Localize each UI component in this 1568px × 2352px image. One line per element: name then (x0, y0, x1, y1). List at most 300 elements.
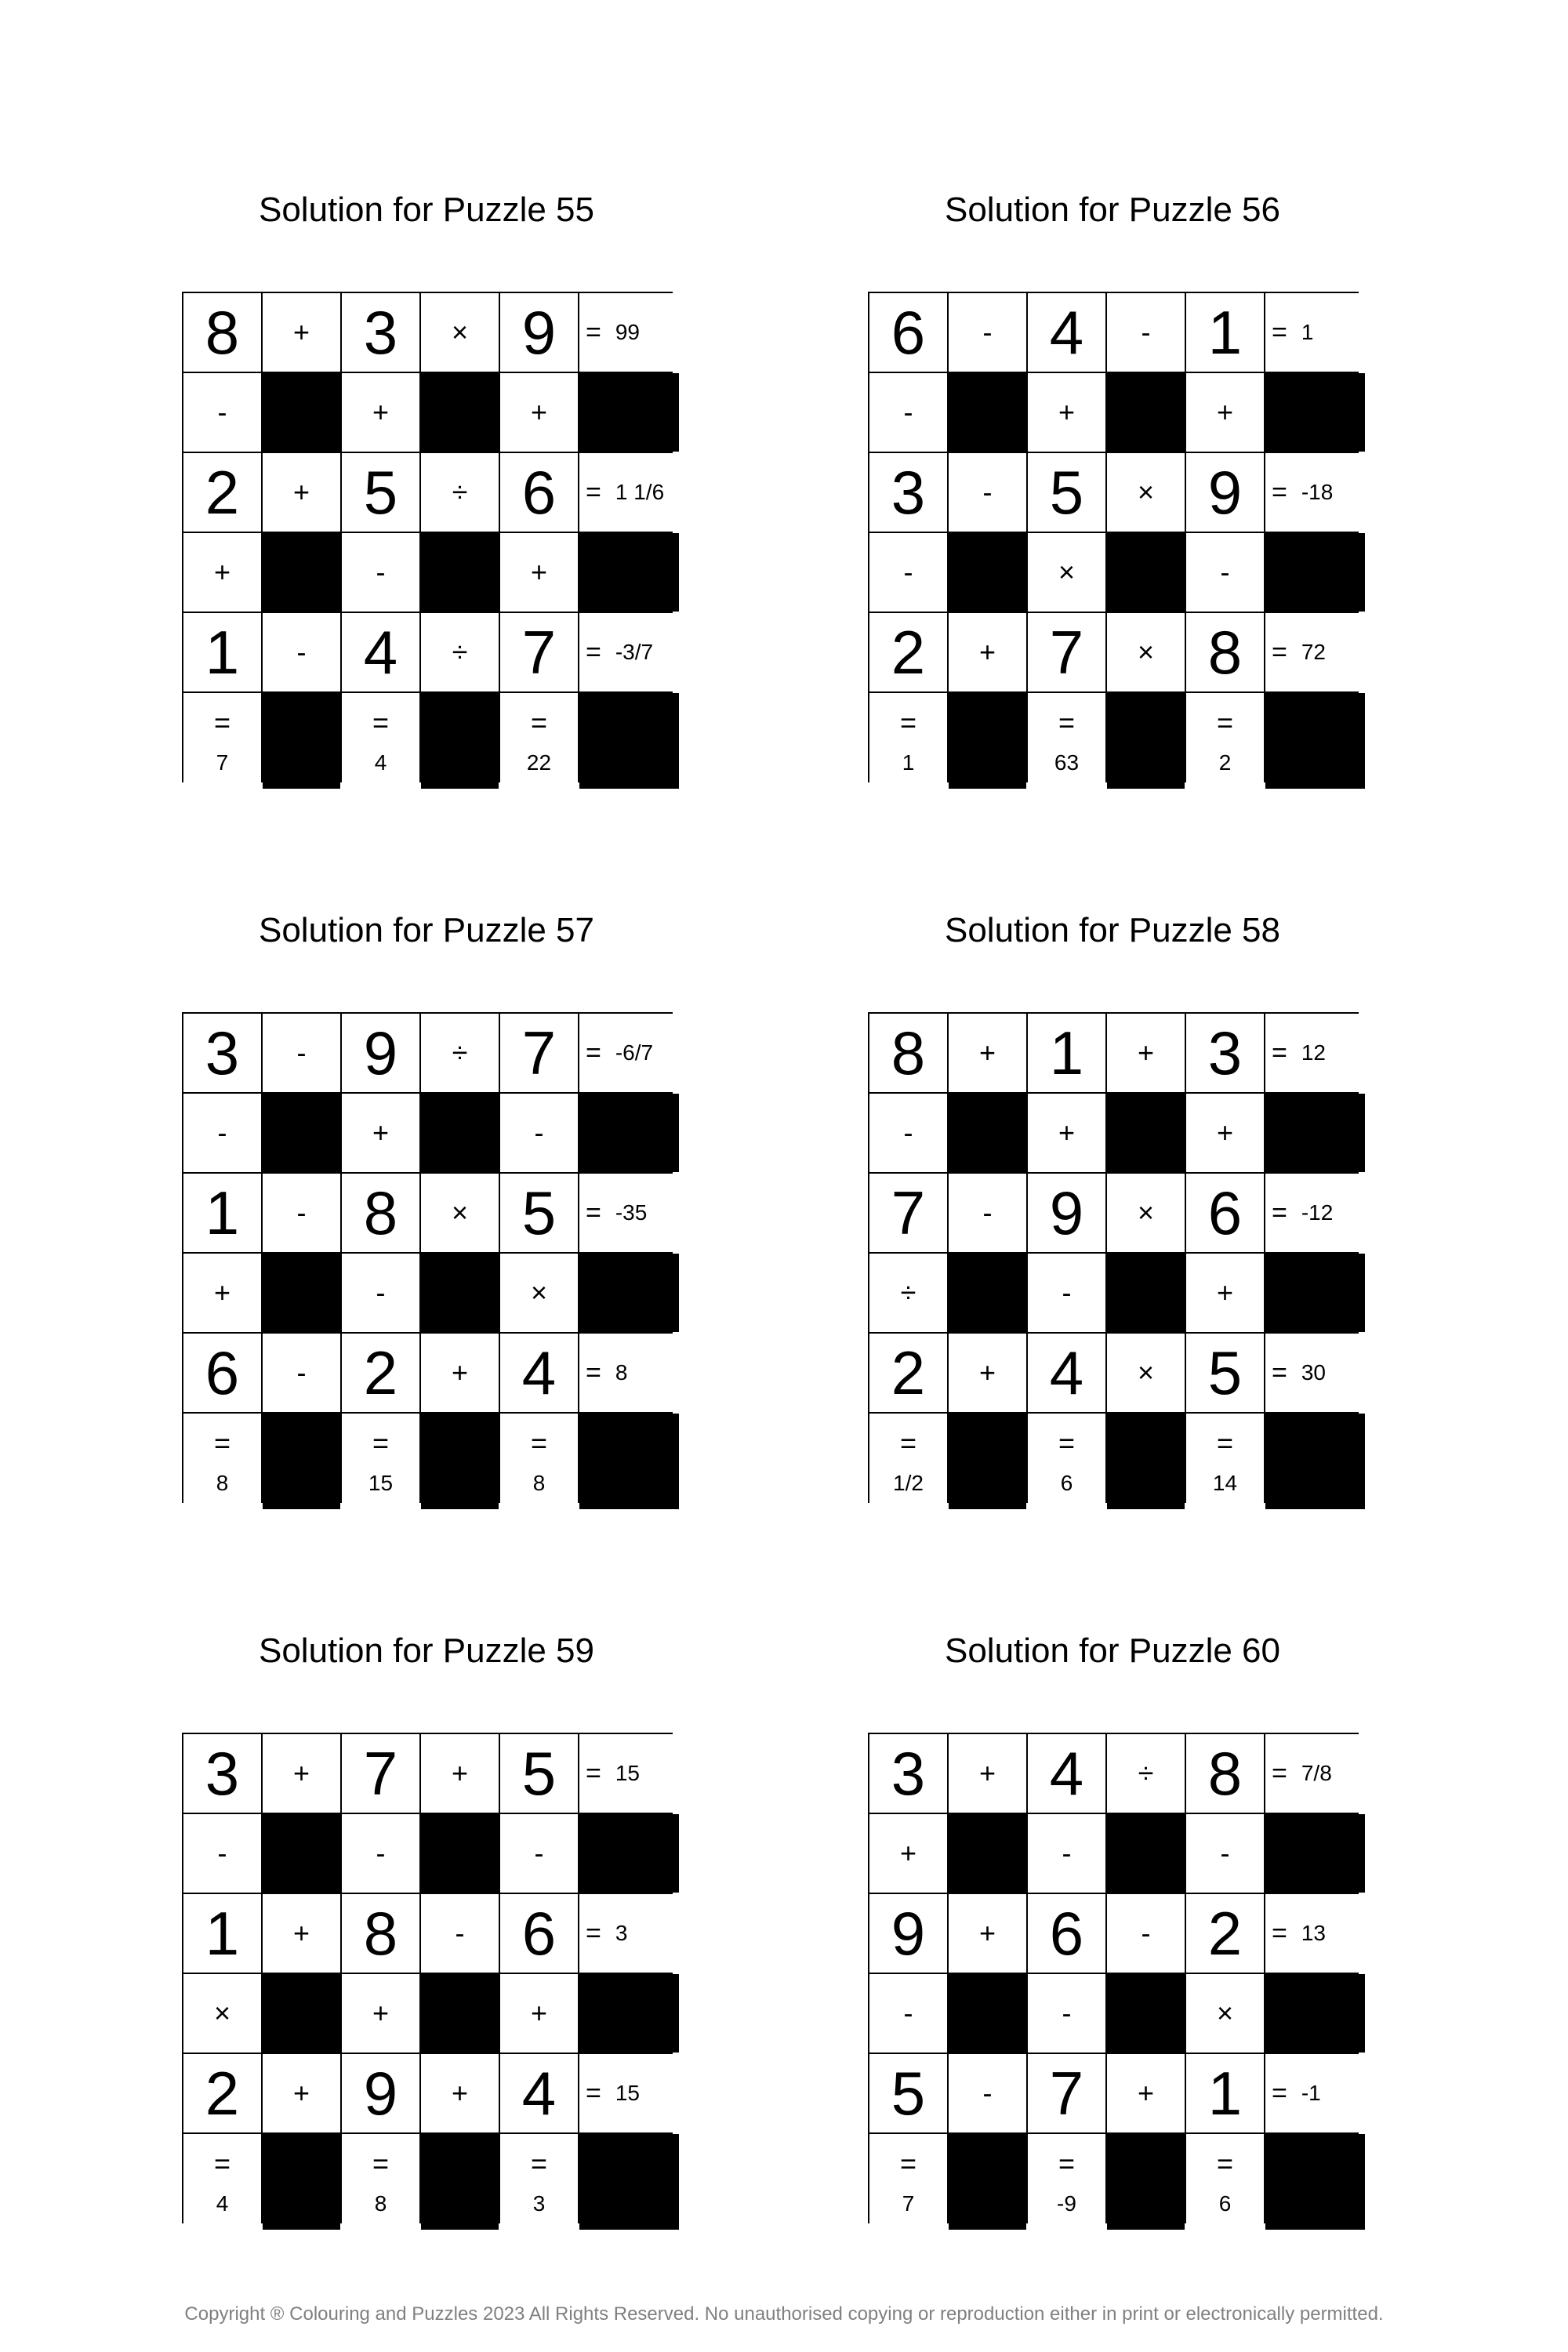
operator-cell: + (263, 1894, 340, 1973)
equals-sign: = (372, 706, 390, 739)
black-cell (421, 1094, 499, 1172)
row-result: -3/7 (615, 640, 654, 664)
number-cell: 7 (500, 613, 578, 691)
row-result: -35 (615, 1200, 648, 1225)
column-result: 7 (216, 750, 229, 775)
number-cell: 9 (1186, 453, 1264, 532)
column-operator-cell: + (869, 1814, 947, 1893)
column-operator-cell: - (183, 1814, 261, 1893)
operator-cell: - (949, 1174, 1026, 1252)
puzzle-grid (868, 1012, 1359, 1503)
black-cell (263, 2134, 340, 2230)
column-operator-cell: - (869, 1094, 947, 1172)
black-cell (1107, 1974, 1185, 2053)
black-cell (579, 1974, 679, 2053)
equals-sign: = (213, 2147, 231, 2180)
black-cell (421, 1974, 499, 2053)
column-result: -9 (1057, 2191, 1076, 2216)
equals-sign: = (1058, 1427, 1076, 1459)
row-result-cell (1265, 613, 1365, 691)
black-cell (421, 2134, 499, 2230)
number-cell: 1 (183, 613, 261, 691)
column-result-cell (1028, 1414, 1105, 1509)
column-result: 7 (902, 2191, 915, 2216)
operator-cell: - (263, 1014, 340, 1092)
number-cell: 7 (1028, 2054, 1105, 2132)
number-cell: 1 (183, 1894, 261, 1973)
black-cell (949, 693, 1026, 789)
column-result-cell (342, 1414, 419, 1509)
equals-sign: = (1272, 637, 1287, 667)
operator-cell: - (1107, 293, 1185, 372)
number-cell: 1 (1186, 293, 1264, 372)
equals-sign: = (1216, 2147, 1234, 2180)
column-operator-cell: - (1186, 533, 1264, 612)
row-result: 30 (1301, 1360, 1327, 1385)
column-operator-cell: - (869, 373, 947, 452)
operator-cell: + (263, 1734, 340, 1813)
number-cell: 2 (869, 1334, 947, 1412)
number-cell: 4 (342, 613, 419, 691)
row-result: 13 (1301, 1921, 1327, 1945)
row-result-cell (579, 2054, 679, 2132)
equals-sign: = (213, 1427, 231, 1459)
operator-cell: + (263, 453, 340, 532)
row-result: -6/7 (615, 1040, 654, 1065)
number-cell: 2 (1186, 1894, 1264, 1973)
equals-sign: = (530, 706, 548, 739)
column-operator-cell: - (342, 1814, 419, 1893)
black-cell (1107, 1814, 1185, 1893)
row-result: 72 (1301, 640, 1327, 664)
column-operator-cell: + (183, 1254, 261, 1332)
number-cell: 9 (500, 293, 578, 372)
row-result-cell (579, 1894, 679, 1973)
operator-cell: ÷ (421, 1014, 499, 1092)
number-cell: 7 (342, 1734, 419, 1813)
number-cell: 4 (1028, 1734, 1105, 1813)
equals-sign: = (586, 1357, 601, 1388)
column-operator-cell: × (183, 1974, 261, 2053)
row-result-cell (1265, 1014, 1365, 1092)
black-cell (579, 373, 679, 452)
black-cell (1107, 373, 1185, 452)
row-result-cell (579, 293, 679, 372)
operator-cell: × (1107, 453, 1185, 532)
column-result: 6 (1060, 1471, 1073, 1495)
column-operator-cell: - (342, 1254, 419, 1332)
operator-cell: × (421, 1174, 499, 1252)
puzzle-title: Solution for Puzzle 55 (258, 191, 595, 229)
column-result-cell (183, 693, 261, 789)
black-cell (263, 693, 340, 789)
number-cell: 3 (342, 293, 419, 372)
column-result-cell (183, 1414, 261, 1509)
operator-cell: + (949, 613, 1026, 691)
column-result: 3 (532, 2191, 546, 2216)
column-result: 6 (1218, 2191, 1232, 2216)
number-cell: 5 (1186, 1334, 1264, 1412)
number-cell: 5 (500, 1174, 578, 1252)
black-cell (421, 1254, 499, 1332)
column-operator-cell: - (869, 533, 947, 612)
column-result-cell (500, 693, 578, 789)
column-result: 63 (1054, 750, 1080, 775)
puzzle-grid (868, 1733, 1359, 2223)
equals-sign: = (586, 317, 601, 347)
column-result: 8 (374, 2191, 387, 2216)
equals-sign: = (586, 2078, 601, 2108)
black-cell (1107, 1414, 1185, 1509)
row-result: 1 1/6 (615, 480, 665, 504)
black-cell (1265, 2134, 1365, 2230)
operator-cell: + (949, 1334, 1026, 1412)
puzzle-grid (182, 292, 673, 782)
column-operator-cell: + (1186, 1254, 1264, 1332)
column-result: 4 (374, 750, 387, 775)
equals-sign: = (1216, 1427, 1234, 1459)
equals-sign: = (372, 2147, 390, 2180)
column-result: 8 (532, 1471, 546, 1495)
column-result: 1/2 (893, 1471, 924, 1495)
row-result-cell (1265, 1894, 1365, 1973)
operator-cell: + (949, 1894, 1026, 1973)
number-cell: 4 (1028, 1334, 1105, 1412)
black-cell (1265, 1974, 1365, 2053)
number-cell: 8 (869, 1014, 947, 1092)
row-result: 1 (1301, 320, 1314, 344)
column-operator-cell: + (1028, 1094, 1105, 1172)
column-result-cell (1186, 693, 1264, 789)
column-operator-cell: + (1186, 373, 1264, 452)
number-cell: 9 (342, 1014, 419, 1092)
black-cell (1107, 2134, 1185, 2230)
black-cell (949, 1414, 1026, 1509)
black-cell (1265, 373, 1365, 452)
number-cell: 2 (342, 1334, 419, 1412)
number-cell: 5 (1028, 453, 1105, 532)
row-result-cell (1265, 1334, 1365, 1412)
number-cell: 9 (1028, 1174, 1105, 1252)
black-cell (1107, 693, 1185, 789)
black-cell (1265, 1414, 1365, 1509)
column-operator-cell: + (183, 533, 261, 612)
black-cell (421, 373, 499, 452)
column-operator-cell: - (500, 1094, 578, 1172)
puzzle-title: Solution for Puzzle 58 (944, 911, 1281, 949)
column-result-cell (869, 693, 947, 789)
black-cell (1265, 693, 1365, 789)
number-cell: 9 (869, 1894, 947, 1973)
column-result-cell (183, 2134, 261, 2230)
column-operator-cell: + (500, 373, 578, 452)
number-cell: 6 (500, 453, 578, 532)
row-result-cell (1265, 1734, 1365, 1813)
number-cell: 4 (500, 1334, 578, 1412)
number-cell: 4 (1028, 293, 1105, 372)
equals-sign: = (586, 1197, 601, 1228)
operator-cell: × (421, 293, 499, 372)
number-cell: 3 (183, 1014, 261, 1092)
number-cell: 5 (500, 1734, 578, 1813)
number-cell: 7 (1028, 613, 1105, 691)
equals-sign: = (899, 1427, 917, 1459)
operator-cell: + (949, 1014, 1026, 1092)
number-cell: 8 (183, 293, 261, 372)
black-cell (263, 533, 340, 612)
equals-sign: = (899, 2147, 917, 2180)
row-result: -1 (1301, 2081, 1321, 2105)
column-operator-cell: + (1186, 1094, 1264, 1172)
column-operator-cell: - (1028, 1974, 1105, 2053)
number-cell: 8 (342, 1894, 419, 1973)
black-cell (949, 1254, 1026, 1332)
puzzle-title: Solution for Puzzle 60 (944, 1632, 1281, 1670)
black-cell (1265, 1254, 1365, 1332)
number-cell: 7 (869, 1174, 947, 1252)
operator-cell: + (1107, 1014, 1185, 1092)
puzzle-title: Solution for Puzzle 57 (258, 911, 595, 949)
row-result-cell (579, 1334, 679, 1412)
number-cell: 6 (1028, 1894, 1105, 1973)
column-result-cell (1186, 2134, 1264, 2230)
equals-sign: = (1058, 2147, 1076, 2180)
number-cell: 1 (1028, 1014, 1105, 1092)
equals-sign: = (586, 1918, 601, 1948)
operator-cell: + (949, 1734, 1026, 1813)
column-result: 1 (902, 750, 915, 775)
black-cell (263, 1974, 340, 2053)
equals-sign: = (1272, 2078, 1287, 2108)
number-cell: 4 (500, 2054, 578, 2132)
column-operator-cell: - (869, 1974, 947, 2053)
column-result-cell (869, 2134, 947, 2230)
row-result-cell (579, 1174, 679, 1252)
black-cell (263, 1414, 340, 1509)
equals-sign: = (1216, 706, 1234, 739)
puzzle-grid (868, 292, 1359, 782)
column-operator-cell: + (500, 1974, 578, 2053)
operator-cell: × (1107, 1334, 1185, 1412)
black-cell (949, 1974, 1026, 2053)
black-cell (263, 1254, 340, 1332)
row-result-cell (1265, 453, 1365, 532)
operator-cell: + (1107, 2054, 1185, 2132)
operator-cell: + (263, 293, 340, 372)
copyright-footer: Copyright ® Colouring and Puzzles 2023 All Rights Reserved. No unauthorised copying or reproduction either in print or electronically permitted. (184, 2303, 1384, 2325)
puzzle-grid (182, 1733, 673, 2223)
number-cell: 2 (869, 613, 947, 691)
operator-cell: + (263, 2054, 340, 2132)
row-result: 12 (1301, 1040, 1327, 1065)
number-cell: 1 (183, 1174, 261, 1252)
operator-cell: × (1107, 613, 1185, 691)
operator-cell: + (421, 1734, 499, 1813)
operator-cell: - (263, 1174, 340, 1252)
column-operator-cell: + (342, 1094, 419, 1172)
column-result-cell (869, 1414, 947, 1509)
number-cell: 6 (869, 293, 947, 372)
column-result-cell (1186, 1414, 1264, 1509)
column-operator-cell: + (1028, 373, 1105, 452)
row-result: 7/8 (1301, 1761, 1332, 1785)
operator-cell: + (421, 1334, 499, 1412)
operator-cell: ÷ (421, 453, 499, 532)
number-cell: 3 (869, 1734, 947, 1813)
number-cell: 6 (1186, 1174, 1264, 1252)
column-result-cell (1028, 693, 1105, 789)
column-operator-cell: × (1186, 1974, 1264, 2053)
column-operator-cell: - (1028, 1254, 1105, 1332)
number-cell: 2 (183, 2054, 261, 2132)
black-cell (579, 1414, 679, 1509)
number-cell: 9 (342, 2054, 419, 2132)
row-result: 15 (615, 2081, 641, 2105)
black-cell (263, 1094, 340, 1172)
operator-cell: - (949, 293, 1026, 372)
number-cell: 5 (342, 453, 419, 532)
number-cell: 3 (183, 1734, 261, 1813)
equals-sign: = (530, 2147, 548, 2180)
column-result: 4 (216, 2191, 229, 2216)
black-cell (1265, 1094, 1365, 1172)
black-cell (579, 1254, 679, 1332)
black-cell (949, 1094, 1026, 1172)
column-result: 14 (1212, 1471, 1238, 1495)
operator-cell: - (263, 613, 340, 691)
number-cell: 8 (342, 1174, 419, 1252)
number-cell: 7 (500, 1014, 578, 1092)
column-operator-cell: - (1186, 1814, 1264, 1893)
column-result-cell (1028, 2134, 1105, 2230)
equals-sign: = (1272, 1197, 1287, 1228)
equals-sign: = (1272, 1037, 1287, 1068)
black-cell (263, 1814, 340, 1893)
row-result-cell (579, 1734, 679, 1813)
operator-cell: - (949, 2054, 1026, 2132)
row-result-cell (1265, 1174, 1365, 1252)
column-result-cell (500, 1414, 578, 1509)
equals-sign: = (1272, 317, 1287, 347)
equals-sign: = (586, 637, 601, 667)
row-result-cell (579, 1014, 679, 1092)
equals-sign: = (586, 1037, 601, 1068)
operator-cell: - (1107, 1894, 1185, 1973)
operator-cell: ÷ (421, 613, 499, 691)
number-cell: 8 (1186, 613, 1264, 691)
black-cell (1265, 533, 1365, 612)
row-result-cell (579, 613, 679, 691)
column-operator-cell: + (342, 1974, 419, 2053)
equals-sign: = (213, 706, 231, 739)
black-cell (1265, 1814, 1365, 1893)
operator-cell: × (1107, 1174, 1185, 1252)
puzzle-title: Solution for Puzzle 56 (944, 191, 1281, 229)
number-cell: 1 (1186, 2054, 1264, 2132)
number-cell: 5 (869, 2054, 947, 2132)
column-operator-cell: - (342, 533, 419, 612)
column-operator-cell: + (500, 533, 578, 612)
column-result: 15 (368, 1471, 394, 1495)
column-operator-cell: ÷ (869, 1254, 947, 1332)
black-cell (421, 1414, 499, 1509)
column-operator-cell: - (500, 1814, 578, 1893)
equals-sign: = (1272, 1918, 1287, 1948)
number-cell: 3 (1186, 1014, 1264, 1092)
black-cell (579, 2134, 679, 2230)
black-cell (263, 373, 340, 452)
black-cell (421, 693, 499, 789)
black-cell (1107, 533, 1185, 612)
column-operator-cell: + (342, 373, 419, 452)
equals-sign: = (899, 706, 917, 739)
column-operator-cell: - (183, 373, 261, 452)
black-cell (579, 693, 679, 789)
puzzle-title: Solution for Puzzle 59 (258, 1632, 595, 1670)
black-cell (421, 533, 499, 612)
black-cell (421, 1814, 499, 1893)
black-cell (949, 533, 1026, 612)
black-cell (579, 533, 679, 612)
operator-cell: + (421, 2054, 499, 2132)
equals-sign: = (1272, 1357, 1287, 1388)
column-operator-cell: × (1028, 533, 1105, 612)
black-cell (579, 1094, 679, 1172)
operator-cell: - (421, 1894, 499, 1973)
equals-sign: = (1272, 477, 1287, 507)
number-cell: 2 (183, 453, 261, 532)
column-operator-cell: - (1028, 1814, 1105, 1893)
row-result: 8 (615, 1360, 628, 1385)
equals-sign: = (372, 1427, 390, 1459)
black-cell (1107, 1094, 1185, 1172)
black-cell (949, 373, 1026, 452)
row-result-cell (579, 453, 679, 532)
black-cell (579, 1814, 679, 1893)
number-cell: 6 (500, 1894, 578, 1973)
column-result: 2 (1218, 750, 1232, 775)
row-result: 99 (615, 320, 641, 344)
column-result-cell (342, 693, 419, 789)
operator-cell: ÷ (1107, 1734, 1185, 1813)
row-result: 3 (615, 1921, 628, 1945)
row-result-cell (1265, 2054, 1365, 2132)
black-cell (1107, 1254, 1185, 1332)
column-result-cell (342, 2134, 419, 2230)
row-result: -18 (1301, 480, 1334, 504)
black-cell (949, 1814, 1026, 1893)
operator-cell: - (949, 453, 1026, 532)
equals-sign: = (1058, 706, 1076, 739)
operator-cell: - (263, 1334, 340, 1412)
column-result: 8 (216, 1471, 229, 1495)
row-result-cell (1265, 293, 1365, 372)
equals-sign: = (1272, 1758, 1287, 1788)
number-cell: 6 (183, 1334, 261, 1412)
row-result: 15 (615, 1761, 641, 1785)
column-operator-cell: × (500, 1254, 578, 1332)
puzzle-grid (182, 1012, 673, 1503)
column-operator-cell: - (183, 1094, 261, 1172)
number-cell: 8 (1186, 1734, 1264, 1813)
row-result: -12 (1301, 1200, 1334, 1225)
column-result: 22 (526, 750, 552, 775)
black-cell (949, 2134, 1026, 2230)
equals-sign: = (530, 1427, 548, 1459)
column-result-cell (500, 2134, 578, 2230)
equals-sign: = (586, 1758, 601, 1788)
equals-sign: = (586, 477, 601, 507)
